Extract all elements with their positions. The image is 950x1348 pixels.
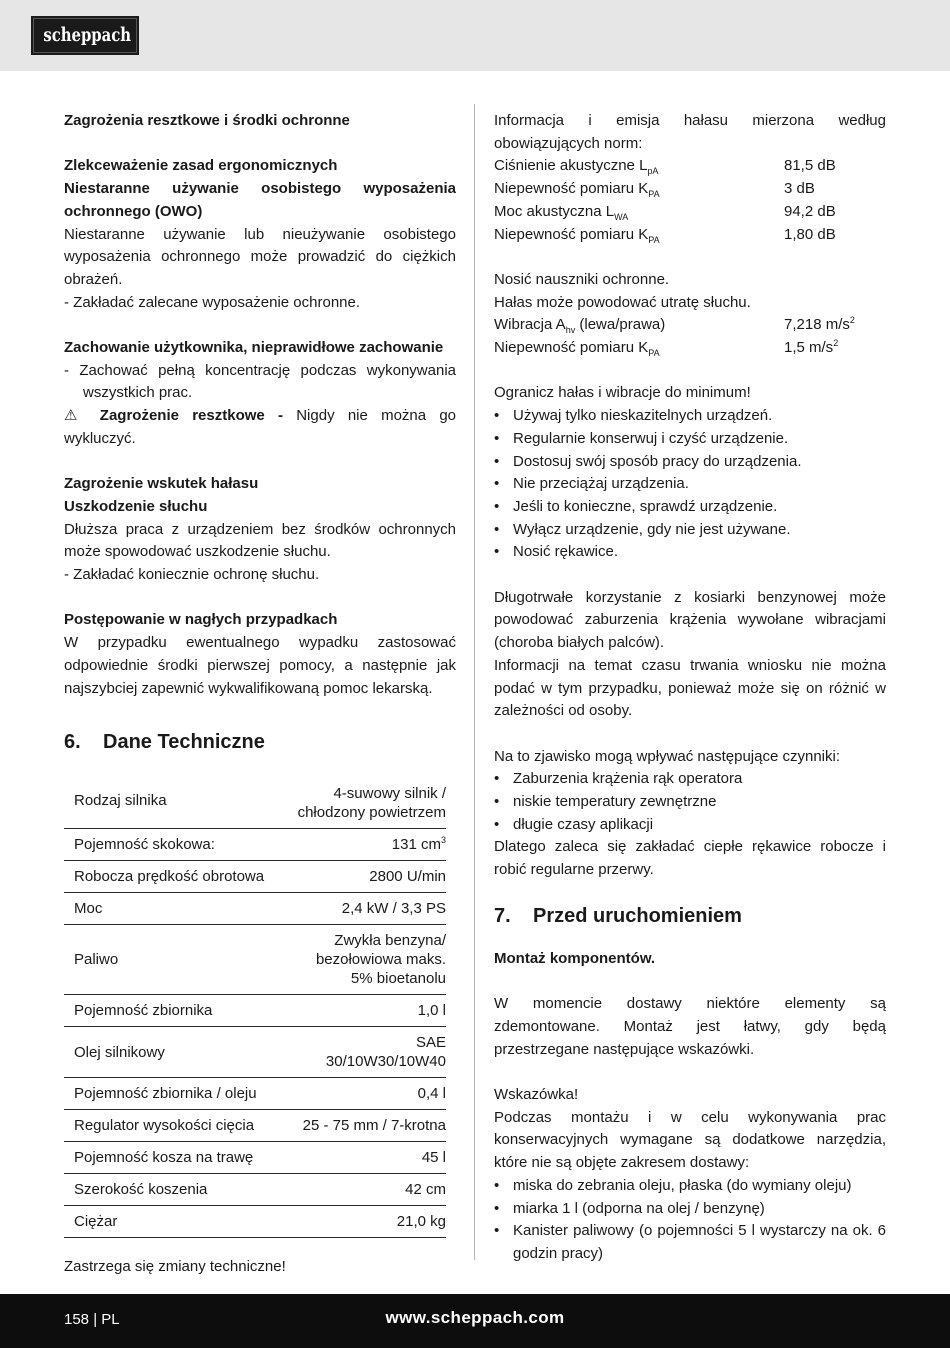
- assembly-text: W momencie dostawy niektóre elementy są zdemontowane. Montaż jest łatwy, gdy będą przestrzegane następujące wskazówki.: [494, 995, 886, 1058]
- measure-label-sub: pA: [647, 166, 659, 177]
- spec-value-text: 0,4 l: [417, 1085, 446, 1103]
- measure-label-text: Niepewność pomiaru K: [494, 225, 649, 243]
- limit-bullet-list: [494, 405, 886, 564]
- measure-row: [494, 314, 886, 337]
- spec-value: [286, 1027, 446, 1078]
- spec-value-text: SAE 30/10W30/10W40: [325, 1034, 446, 1071]
- measure-label-sub: PA: [648, 234, 660, 245]
- section-title: Przed uruchomieniem: [533, 904, 742, 927]
- bullet-item: • miska do zebrania oleju, płaska (do wymiany oleju): [494, 1175, 886, 1198]
- measure-value: [784, 224, 886, 247]
- measure-label-text: Moc akustyczna L: [494, 202, 615, 220]
- spec-value: [286, 1142, 446, 1174]
- spec-row: [64, 829, 446, 861]
- measure-label-text: Wibracja A: [494, 316, 566, 334]
- measure-row: [494, 337, 886, 360]
- column-divider: [474, 104, 475, 1260]
- spec-row: [64, 778, 446, 829]
- bullet-item: • Jeśli to konieczne, sprawdź urządzenie.: [494, 496, 886, 519]
- warning-label: Zagrożenie resztkowe -: [99, 407, 283, 425]
- limit-heading: Ogranicz hałas i wibracje do minimum!: [494, 384, 751, 402]
- measure-label: [494, 201, 628, 224]
- noise-intro: Informacja i emisja hałasu mierzona według obowiązujących norm:: [494, 112, 886, 152]
- measure-label: [494, 155, 658, 178]
- spec-value-text: 21,0 kg: [396, 1213, 446, 1231]
- behaviour-instruction: - Zachować pełną koncentrację podczas wykonywania wszystkich prac.: [64, 361, 456, 402]
- section-number: 7.: [494, 904, 511, 927]
- spec-value-text: 131 cm: [391, 836, 441, 854]
- measure-label-sub: WA: [614, 211, 629, 222]
- spec-row: [64, 1078, 446, 1110]
- spec-label: Moc: [64, 893, 286, 925]
- spec-row: [64, 1027, 446, 1078]
- emergency-text: W przypadku ewentualnego wypadku zastosować odpowiednie środki pierwszej pomocy, a następnie jak najszybciej zapewnić wykwalifikowaną pomoc lekarską.: [64, 634, 456, 697]
- spec-value: [286, 778, 446, 829]
- section-7-heading: [494, 903, 886, 929]
- emergency-heading: Postępowanie w nagłych przypadkach: [64, 611, 338, 629]
- spec-row: [64, 861, 446, 893]
- measure-value-text: 1,5 m/s: [784, 339, 834, 357]
- spec-row: [64, 995, 446, 1027]
- measure-row: [494, 178, 886, 201]
- spec-label: Pojemność kosza na trawę: [64, 1142, 286, 1174]
- spec-value-text: 2800 U/min: [369, 868, 446, 886]
- bullet-item: • Regularnie konserwuj i czyść urządzenie.: [494, 428, 886, 451]
- bullet-item: • Nie przeciążaj urządzenia.: [494, 473, 886, 496]
- left-column: [64, 110, 456, 1279]
- hearing-instruction: - Zakładać koniecznie ochronę słuchu.: [64, 566, 320, 584]
- footer-bar: [0, 1294, 950, 1348]
- ear-protection-text: Nosić nauszniki ochronne.: [494, 270, 670, 288]
- bullet-item: • Nosić rękawice.: [494, 541, 886, 564]
- hearing-text: Dłuższa praca z urządzeniem bez środków ochronnych może spowodować uszkodzenie słuchu.: [64, 520, 456, 561]
- ergonomics-heading: Zlekceważenie zasad ergonomicznych: [64, 157, 338, 175]
- bullet-item: • niskie temperatury zewnętrzne: [494, 791, 886, 814]
- measure-label-text: Niepewność pomiaru K: [494, 339, 649, 357]
- spec-label: Rodzaj silnika: [64, 778, 286, 829]
- measure-value-sup: 2: [833, 338, 839, 349]
- acoustic-values: [494, 155, 886, 246]
- long-use-text: Długotrwałe korzystanie z kosiarki benzynowej może powodować zaburzenia krążenia wywołane wibracjami (choroba białych palców).: [494, 588, 886, 652]
- ppe-heading: Niestaranne używanie osobistego wyposażenia ochronnego (OWO): [64, 180, 456, 220]
- tool-bullet-list: [494, 1175, 886, 1266]
- spec-value: [286, 925, 446, 995]
- measure-value: [784, 337, 886, 360]
- measure-label-text: Ciśnienie akustyczne L: [494, 157, 648, 175]
- bullet-item: • Kanister paliwowy (o pojemności 5 l wystarczy na ok. 6 godzin pracy): [494, 1220, 886, 1265]
- measure-label: [494, 314, 665, 337]
- section-title: Dane Techniczne: [103, 731, 265, 754]
- spec-value: [286, 893, 446, 925]
- measure-value: [784, 178, 886, 201]
- spec-value: [286, 861, 446, 893]
- spec-value-text: 42 cm: [405, 1181, 446, 1199]
- website-link[interactable]: www.scheppach.com: [385, 1308, 565, 1327]
- hearing-loss-text: Hałas może powodować utratę słuchu.: [494, 293, 751, 311]
- measure-label: [494, 337, 660, 360]
- spec-value: [286, 829, 446, 861]
- factor-bullet-list: [494, 768, 886, 836]
- spec-label: Ciężar: [64, 1206, 286, 1238]
- spec-value-sup: 3: [440, 835, 446, 846]
- bullet-item: • Zaburzenia krążenia rąk operatora: [494, 768, 886, 791]
- measure-label-text: Niepewność pomiaru K: [494, 180, 649, 198]
- changes-note: Zastrzega się zmiany techniczne!: [64, 1258, 286, 1276]
- vibration-values: [494, 314, 886, 359]
- spec-label: Pojemność zbiornika: [64, 995, 286, 1027]
- scheppach-logo: scheppach: [31, 16, 139, 55]
- spec-value-text: 25 - 75 mm / 7-krotna: [302, 1117, 446, 1135]
- spec-value-text: 2,4 kW / 3,3 PS: [341, 900, 446, 918]
- measure-label: [494, 178, 660, 201]
- spec-row: [64, 1110, 446, 1142]
- spec-value: [286, 1078, 446, 1110]
- page-number: 158 | PL: [64, 1311, 120, 1328]
- residual-warning: [64, 405, 456, 450]
- behaviour-heading: Zachowanie użytkownika, nieprawidłowe zachowanie: [64, 339, 444, 356]
- spec-value-text: 1,0 l: [417, 1002, 446, 1020]
- spec-label: Pojemność zbiornika / oleju: [64, 1078, 286, 1110]
- spec-value: [286, 1110, 446, 1142]
- warning-text: Nigdy nie można go wykluczyć.: [64, 407, 457, 447]
- measure-row: [494, 224, 886, 247]
- measure-value: [784, 155, 886, 178]
- section-number: 6.: [64, 731, 81, 754]
- bullet-item: • miarka 1 l (odporna na olej / benzynę): [494, 1198, 886, 1221]
- bullet-item: • Wyłącz urządzenie, gdy nie jest używane.: [494, 519, 886, 542]
- factors-intro: Na to zjawisko mogą wpływać następujące czynniki:: [494, 747, 840, 765]
- measure-value-text: 81,5 dB: [784, 157, 836, 175]
- ppe-instruction: - Zakładać zalecane wyposażenie ochronne.: [64, 293, 361, 311]
- spec-row: [64, 1142, 446, 1174]
- measure-value-sup: 2: [849, 315, 855, 326]
- measure-label-sub: PA: [648, 189, 660, 200]
- spec-value: [286, 1206, 446, 1238]
- noise-heading: Zagrożenie wskutek hałasu: [64, 475, 259, 493]
- hearing-heading: Uszkodzenie słuchu: [64, 497, 208, 515]
- warning-icon: ⚠: [64, 407, 87, 425]
- spec-value-text: Zwykła benzyna/ bezołowiowa maks. 5% bioetanolu: [315, 932, 446, 988]
- measure-row: [494, 201, 886, 224]
- measure-label-sub: hv: [565, 325, 576, 336]
- measure-label-suffix: (lewa/prawa): [575, 316, 666, 334]
- spec-row: [64, 893, 446, 925]
- residual-risks-heading: Zagrożenia resztkowe i środki ochronne: [64, 112, 350, 129]
- bullet-item: • Dostosuj swój sposób pracy do urządzenia.: [494, 451, 886, 474]
- spec-label: Robocza prędkość obrotowa: [64, 861, 286, 893]
- duration-text: Informacji na temat czasu trwania wniosku nie można podać w tym przypadku, ponieważ może się on różnić w zależności od osoby.: [494, 656, 886, 720]
- spec-row: [64, 1174, 446, 1206]
- gloves-text: Dlatego zaleca się zakładać ciepłe rękawice robocze i robić regularne przerwy.: [494, 838, 886, 879]
- measure-value: [784, 314, 886, 337]
- spec-row: [64, 925, 446, 995]
- spec-value: [286, 1174, 446, 1206]
- right-column: [494, 110, 886, 1266]
- measure-label: [494, 224, 660, 247]
- spec-value-text: 4-suwowy silnik / chłodzony powietrzem: [297, 785, 446, 822]
- spec-value: [286, 995, 446, 1027]
- hint-text: Podczas montażu i w celu wykonywania prac konserwacyjnych wymagane są dodatkowe narzędzia, które nie są objęte zakresem dostawy:: [494, 1108, 886, 1172]
- bullet-item: • Używaj tylko nieskazitelnych urządzeń.: [494, 405, 886, 428]
- measure-value: [784, 201, 886, 224]
- measure-value-text: 1,80 dB: [784, 225, 836, 243]
- section-6-heading: [64, 729, 456, 755]
- spec-label: Paliwo: [64, 925, 286, 995]
- tech-spec-table: [64, 778, 446, 1238]
- measure-label-sub: PA: [648, 348, 660, 359]
- spec-row: [64, 1206, 446, 1238]
- ppe-text: Niestaranne używanie lub nieużywanie osobistego wyposażenia ochronnego może prowadzić do ciężkich obrażeń.: [64, 225, 456, 288]
- spec-label: Regulator wysokości cięcia: [64, 1110, 286, 1142]
- measure-value-text: 7,218 m/s: [784, 316, 850, 334]
- spec-label: Pojemność skokowa:: [64, 829, 286, 861]
- measure-value-text: 3 dB: [784, 180, 815, 198]
- measure-value-text: 94,2 dB: [784, 202, 836, 220]
- header-band: [0, 0, 950, 71]
- spec-value-text: 45 l: [421, 1149, 446, 1167]
- hint-heading: Wskazówka!: [494, 1086, 579, 1104]
- assembly-heading: Montaż komponentów.: [494, 949, 656, 967]
- spec-label: Olej silnikowy: [64, 1027, 286, 1078]
- spec-label: Szerokość koszenia: [64, 1174, 286, 1206]
- measure-row: [494, 155, 886, 178]
- bullet-item: • długie czasy aplikacji: [494, 814, 886, 837]
